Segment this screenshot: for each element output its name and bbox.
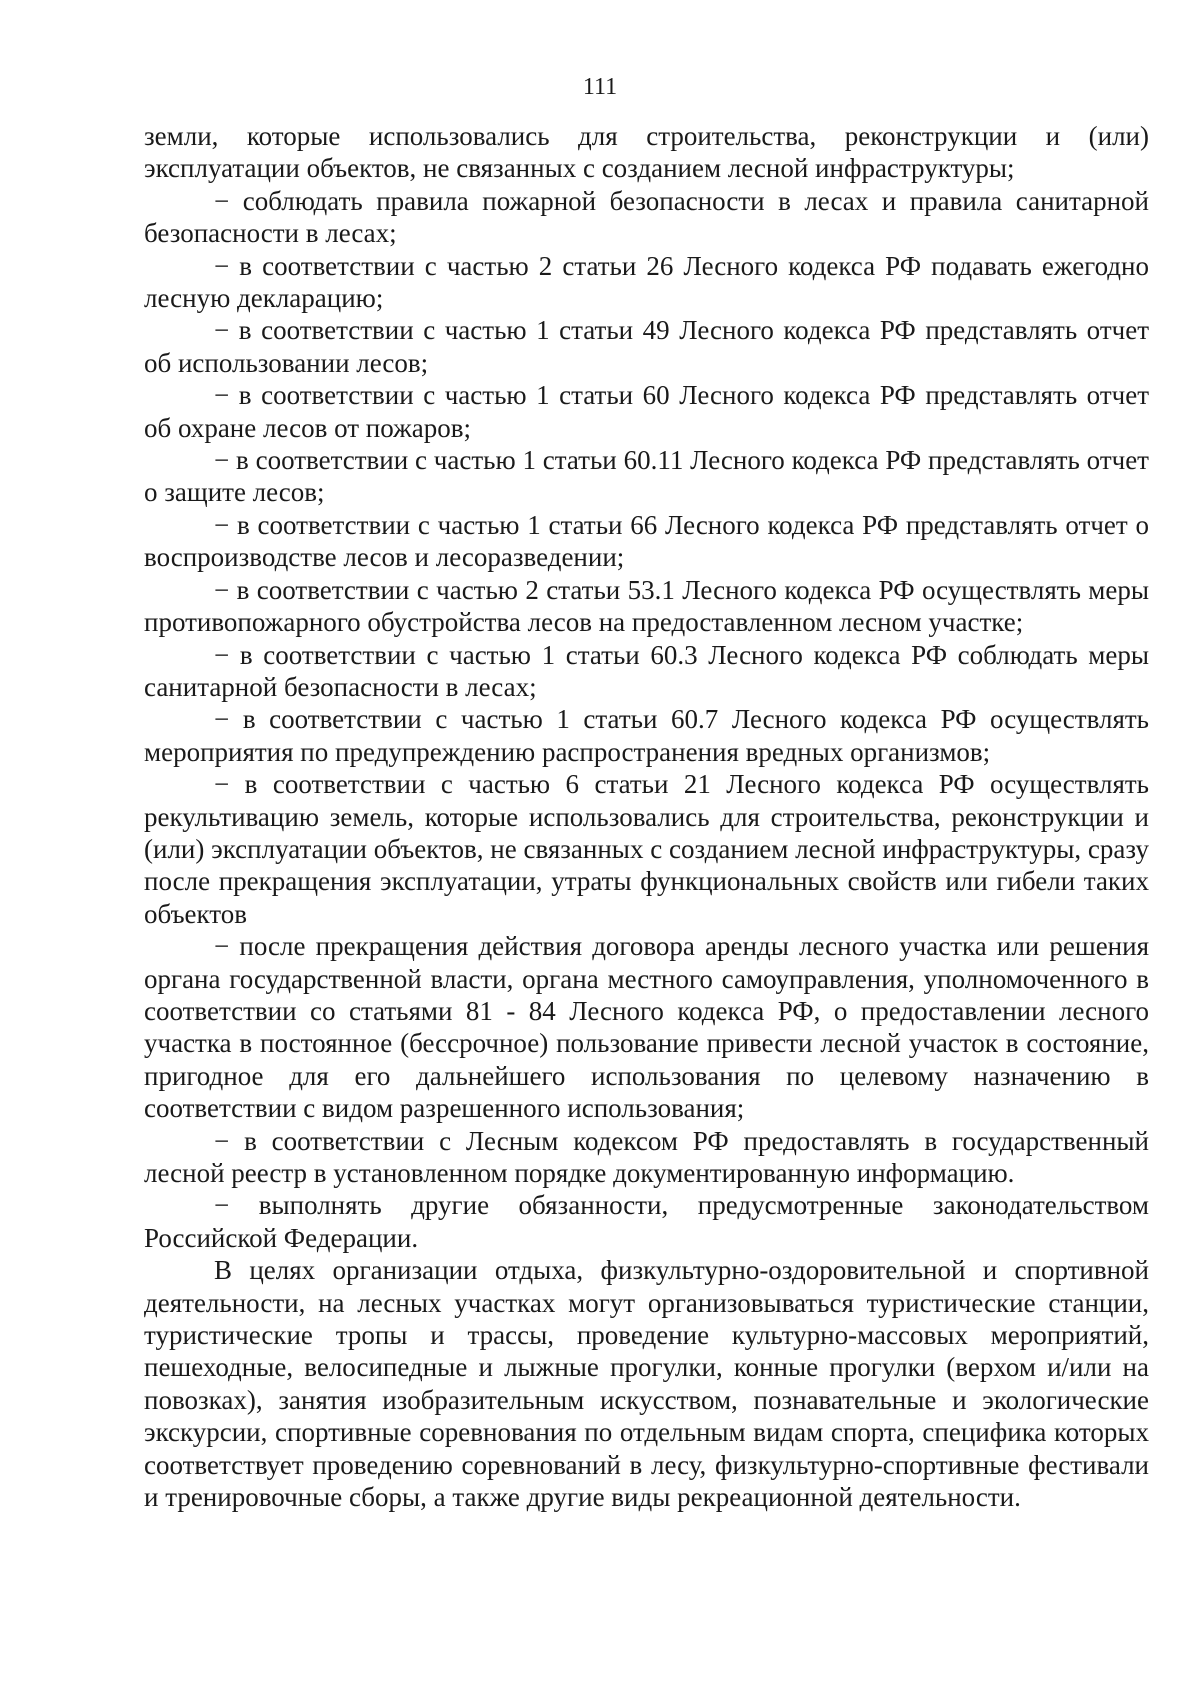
list-item-plot-restoration: − после прекращения действия договора аренды лесного участка или решения органа государственной власти, органа местного самоуправления, уполномоченного в соответствии со статьями 81 - 84 Лесного кодекса РФ, о предоставлении лесного участка в постоянное (бессрочное) пользование привести лесной участок в состояние, пригодное для его дальнейшего использования по целевому назначению в соответствии с видом разрешенного использования; [144, 931, 1149, 1124]
list-item-fire-prevention-measures: − в соответствии с частью 2 статьи 53.1 Лесного кодекса РФ осуществлять меры противопожарного обустройства лесов на предоставленном лесном участке; [144, 574, 1149, 638]
list-item-sanitary-safety: − в соответствии с частью 1 статьи 60.3 Лесного кодекса РФ соблюдать меры санитарной безопасности в лесах; [144, 639, 1149, 702]
paragraph-recreation: В целях организации отдыха, физкультурно-оздоровительной и спортивной деятельности, на лесных участках могут организовываться туристические станции, туристические тропы и трассы, проведение культурно-массовых мероприятий, пешеходные, велосипедные и лыжные прогулки, конные прогулки (верхом и/или на повозках), занятия изобразительным искусством, познавательные и экологические экскурсии, спортивные соревнования по отдельным видам спорта, специфика которых соответствует проведению соревнований в лесу, физкультурно-спортивные фестивали и тренировочные сборы, а также другие виды рекреационной деятельности. [144, 1255, 1149, 1513]
list-item-land-recultivation: − в соответствии с частью 6 статьи 21 Лесного кодекса РФ осуществлять рекультивацию земель, которые использовались для строительства, реконструкции и (или) эксплуатации объектов, не связанных с созданием лесной инфраструктуры, сразу после прекращения эксплуатации, утраты функциональных свойств или гибели таких объектов [144, 769, 1149, 929]
list-item-forest-declaration: − в соответствии с частью 2 статьи 26 Лесного кодекса РФ подавать ежегодно лесную декларацию; [144, 250, 1149, 314]
list-item-fire-protection-report: − в соответствии с частью 1 статьи 60 Лесного кодекса РФ представлять отчет об охране лесов от пожаров; [144, 380, 1149, 443]
list-item-harmful-organisms: − в соответствии с частью 1 статьи 60.7 Лесного кодекса РФ осуществлять мероприятия по предупреждению распространения вредных организмов; [144, 704, 1149, 767]
paragraph-continuation: земли, которые использовались для строительства, реконструкции и (или) эксплуатации объектов, не связанных с созданием лесной инфраструктуры; [144, 121, 1149, 184]
list-item-other-duties: − выполнять другие обязанности, предусмотренные законодательством Российской Федерации. [144, 1190, 1149, 1253]
list-item-reproduction-report: − в соответствии с частью 1 статьи 66 Лесного кодекса РФ представлять отчет о воспроизводстве лесов и лесоразведении; [144, 509, 1149, 573]
list-item-usage-report: − в соответствии с частью 1 статьи 49 Лесного кодекса РФ представлять отчет об использовании лесов; [144, 315, 1149, 378]
document-body [144, 120, 1149, 1513]
list-item-forest-registry: − в соответствии с Лесным кодексом РФ предоставлять в государственный лесной реестр в установленном порядке документированную информацию. [144, 1125, 1149, 1188]
page-number: 111 [582, 74, 618, 100]
list-item-protection-report: − в соответствии с частью 1 статьи 60.11 Лесного кодекса РФ представлять отчет о защите лесов; [144, 445, 1149, 508]
list-item-fire-safety: − соблюдать правила пожарной безопасности в лесах и правила санитарной безопасности в лесах; [144, 185, 1149, 249]
